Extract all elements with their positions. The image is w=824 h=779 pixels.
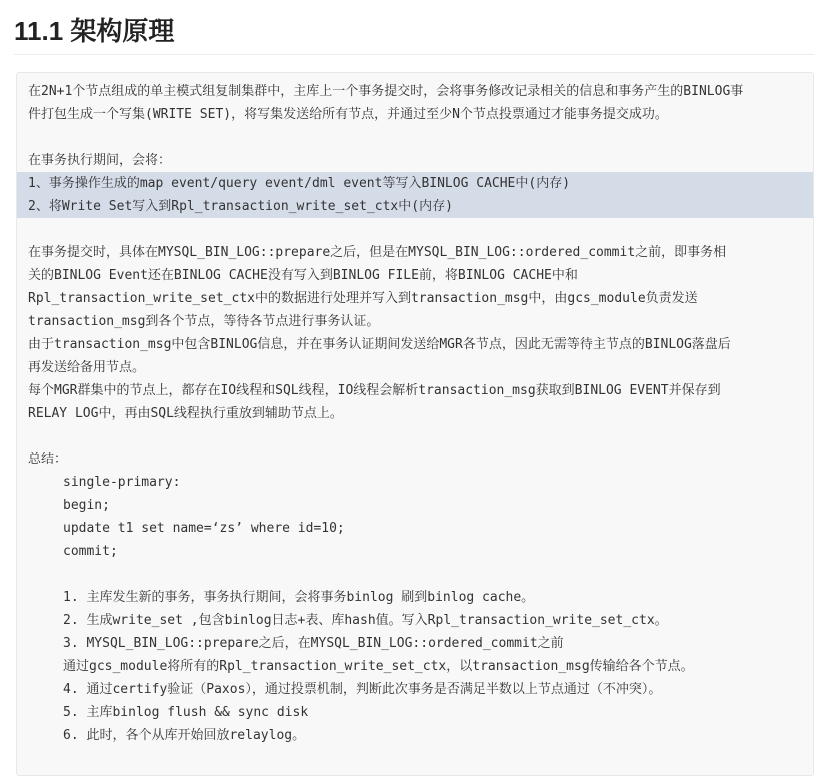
code-line-4: commit;	[63, 544, 118, 559]
step-3-continued: 通过gcs_module将所有的Rpl_transaction_write_set_ctx，以transaction_msg传输给各个节点。	[63, 659, 694, 674]
commit-line-2: 关的BINLOG Event还在BINLOG CACHE没有写入到BINLOG FILE前，将BINLOG CACHE中和	[28, 268, 578, 283]
commit-line-1: 在事务提交时，具体在MYSQL_BIN_LOG::prepare之后，但是在MYSQL_BIN_LOG::ordered_commit之前，即事务相	[28, 245, 727, 260]
code-block	[16, 72, 814, 776]
summary-title: 总结：	[28, 452, 68, 467]
exec-title: 在事务执行期间，会将：	[28, 153, 172, 168]
commit-line-5: 由于transaction_msg中包含BINLOG信息，并在事务认证期间发送给MGR各节点，因此无需等待主节点的BINLOG落盘后	[28, 337, 731, 352]
commit-line-4: transaction_msg到各个节点，等待各节点进行事务认证。	[28, 314, 380, 329]
section-heading: 11.1 架构原理	[14, 8, 814, 55]
intro-line-2: 件打包生成一个写集(WRITE SET)，将写集发送给所有节点，并通过至少N个节点投票通过才能事务提交成功。	[28, 107, 668, 122]
highlighted-line-1: 1、事务操作生成的map event/query event/dml event等写入BINLOG CACHE中(内存)	[17, 172, 813, 195]
commit-line-8: RELAY LOG中，再由SQL线程执行重放到辅助节点上。	[28, 406, 343, 421]
step-2: 2. 生成write_set ,包含binlog日志+表、库hash值。写入Rpl_transaction_write_set_ctx。	[63, 613, 668, 628]
code-line-2: begin;	[63, 498, 110, 513]
highlighted-line-2: 2、将Write Set写入到Rpl_transaction_write_set_ctx中(内存)	[17, 195, 813, 218]
step-6: 6. 此时，各个从库开始回放relaylog。	[63, 728, 306, 743]
commit-line-3: Rpl_transaction_write_set_ctx中的数据进行处理并写入到transaction_msg中，由gcs_module负责发送	[28, 291, 698, 306]
commit-line-7: 每个MGR群集中的节点上，都存在IO线程和SQL线程，IO线程会解析transaction_msg获取到BINLOG EVENT并保存到	[28, 383, 721, 398]
step-5: 5. 主库binlog flush && sync disk	[63, 705, 309, 720]
step-4: 4. 通过certify验证（Paxos），通过投票机制，判断此次事务是否满足半数以上节点通过（不冲突）。	[63, 682, 662, 697]
code-line-3: update t1 set name=‘zs’ where id=10;	[63, 521, 345, 536]
commit-line-6: 再发送给备用节点。	[28, 360, 146, 375]
step-3: 3. MYSQL_BIN_LOG::prepare之后，在MYSQL_BIN_LOG::ordered_commit之前	[63, 636, 564, 651]
step-1: 1. 主库发生新的事务，事务执行期间，会将事务binlog 刷到binlog cache。	[63, 590, 535, 605]
intro-line-1: 在2N+1个节点组成的单主模式组复制集群中，主库上一个事务提交时，会将事务修改记录相关的信息和事务产生的BINLOG事	[28, 84, 744, 99]
code-line-1: single-primary:	[63, 475, 181, 490]
